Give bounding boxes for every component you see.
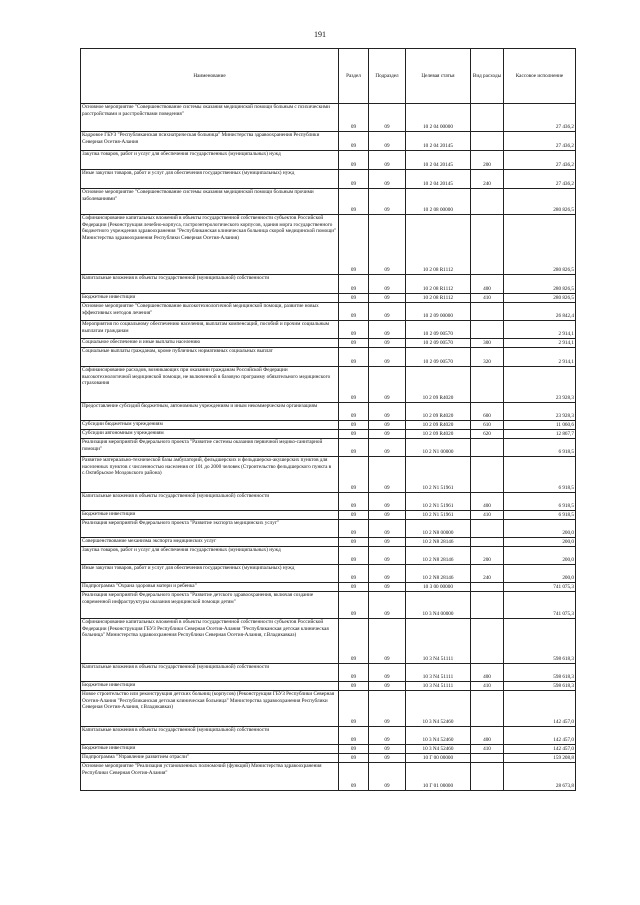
row-target: 10 2 09 R4020: [406, 421, 471, 430]
row-expense: 240: [471, 565, 504, 583]
row-sum: 27 436,2: [504, 170, 576, 189]
row-target: 10 Г 00 00000: [406, 754, 471, 763]
row-subsection: 09: [369, 303, 406, 321]
row-subsection: 09: [369, 565, 406, 583]
row-subsection: 09: [369, 691, 406, 727]
row-expense: [471, 619, 504, 664]
row-target: 10 2 08 R1112: [406, 215, 471, 275]
row-subsection: 09: [369, 763, 406, 791]
row-section: 09: [339, 189, 369, 215]
row-subsection: 09: [369, 592, 406, 619]
row-target: 10 2 09 00570: [406, 339, 471, 348]
table-row: [81, 189, 576, 215]
row-name: Реализация мероприятий Федерального проекта "Развитие экспорта медицинских услуг": [81, 520, 339, 538]
row-section: 09: [339, 691, 369, 727]
row-subsection: 09: [369, 538, 406, 547]
row-expense: [471, 104, 504, 132]
row-subsection: 09: [369, 664, 406, 682]
row-expense: 400: [471, 275, 504, 294]
row-expense: 400: [471, 493, 504, 511]
header-name: Наименование: [81, 49, 339, 104]
table-row: [81, 493, 576, 511]
row-subsection: 09: [369, 189, 406, 215]
row-name: Реализация мероприятий Федерального проекта "Развитие детского здравоохранения, включая создание современной инфраструктуры оказания медицинской помощи детям": [81, 592, 339, 619]
row-name: Основное мероприятие "Совершенствование системы оказания медицинской помощи больным с психическими расстройствами и расстройствами поведения": [81, 104, 339, 132]
row-name: Основное мероприятие "Реализация установленных полномочий (функций) Министерства здравоохранения Республики Северная Осетия-Алания": [81, 763, 339, 791]
row-sum: 598 618,3: [504, 664, 576, 682]
row-sum: 200,0: [504, 538, 576, 547]
row-subsection: 09: [369, 170, 406, 189]
row-expense: [471, 592, 504, 619]
table-row: [81, 430, 576, 439]
row-subsection: 09: [369, 547, 406, 565]
row-target: 10 3 N4 52460: [406, 745, 471, 754]
row-target: 10 3 N4 52460: [406, 727, 471, 745]
row-target: 10 3 N4 52460: [406, 691, 471, 727]
row-sum: 200,0: [504, 547, 576, 565]
row-name: Иные закупки товаров, работ и услуг для обеспечения государственных (муниципальных) нужд: [81, 170, 339, 189]
row-section: 09: [339, 439, 369, 457]
row-sum: 598 618,3: [504, 682, 576, 691]
table-row: [81, 565, 576, 583]
row-name: Бюджетные инвестиции: [81, 745, 339, 754]
row-section: 09: [339, 565, 369, 583]
row-name: Субсидии автономным учреждениям: [81, 430, 339, 439]
row-sum: 280 826,5: [504, 215, 576, 275]
row-subsection: 09: [369, 493, 406, 511]
row-sum: 2 914,1: [504, 321, 576, 339]
row-name: Развитие материально-технической базы амбулаторий, фельдшерских и фельдшерско-акушерских пунктов для населенных пунктов с численностью населения от 101 до 2000 человек (Строительство фельдшерского пункта в с.Октябрьское Моздокского района): [81, 457, 339, 493]
row-section: 09: [339, 303, 369, 321]
row-subsection: 09: [369, 104, 406, 132]
row-name: Социальное обеспечение и иные выплаты населению: [81, 339, 339, 348]
row-target: 10 2 09 R4020: [406, 403, 471, 421]
table-row: [81, 682, 576, 691]
row-sum: 142 457,0: [504, 745, 576, 754]
row-name: Капитальные вложения в объекты государственной (муниципальной) собственности: [81, 493, 339, 511]
row-name: Капитальные вложения в объекты государственной (муниципальной) собственности: [81, 664, 339, 682]
row-name: Софинансирование капитальных вложений в объекты государственной собственности субъектов Российской Федерации (Реконструкция ГБУЗ Республики Северная Осетия-Алания "Республиканская детская клиническая больница" Министерства здравоохранения Республики Северная Осетия-Алания, г.Владикавказ): [81, 619, 339, 664]
row-expense: [471, 303, 504, 321]
row-target: 10 2 N1 51961: [406, 457, 471, 493]
row-section: 09: [339, 132, 369, 151]
page-number: 191: [314, 30, 326, 39]
table-row: [81, 457, 576, 493]
row-expense: [471, 538, 504, 547]
row-target: 10 2 08 R1112: [406, 294, 471, 303]
row-section: 09: [339, 367, 369, 403]
row-expense: 320: [471, 348, 504, 367]
table-row: [81, 104, 576, 132]
row-sum: 28 673,8: [504, 763, 576, 791]
row-sum: 12 867,7: [504, 430, 576, 439]
row-subsection: 09: [369, 151, 406, 170]
row-target: 10 2 09 R4020: [406, 430, 471, 439]
row-expense: [471, 215, 504, 275]
row-sum: 200,0: [504, 520, 576, 538]
row-name: Капитальные вложения в объекты государственной (муниципальной) собственности: [81, 275, 339, 294]
row-sum: 26 842,4: [504, 303, 576, 321]
row-target: 10 2 N1 51961: [406, 493, 471, 511]
row-name: Бюджетные инвестиции: [81, 294, 339, 303]
row-target: 10 2 09 00000: [406, 303, 471, 321]
budget-execution-table: [80, 48, 576, 791]
table-row: [81, 367, 576, 403]
row-subsection: 09: [369, 403, 406, 421]
table-row: [81, 763, 576, 791]
row-name: Софинансирование расходов, возникающих при оказании гражданам Российской Федерации высокотехнологичной медицинской помощи, не включенной в базовую программу обязательного медицинского страхования: [81, 367, 339, 403]
row-target: 10 2 04 20145: [406, 151, 471, 170]
row-sum: 142 457,0: [504, 691, 576, 727]
row-name: Бюджетные инвестиции: [81, 682, 339, 691]
row-target: 10 3 N4 51111: [406, 682, 471, 691]
header-expense: Вид расходы: [471, 49, 504, 104]
row-name: Основное мероприятие "Совершенствование высокотехнологичной медицинской помощи, развитие новых эффективных методов лечения": [81, 303, 339, 321]
row-sum: 6 918,5: [504, 493, 576, 511]
row-subsection: 09: [369, 583, 406, 592]
table-row: [81, 294, 576, 303]
row-section: 09: [339, 421, 369, 430]
table-row: [81, 727, 576, 745]
table-row: [81, 132, 576, 151]
row-expense: 410: [471, 682, 504, 691]
row-section: 09: [339, 170, 369, 189]
row-target: 10 3 N4 51111: [406, 664, 471, 682]
row-name: Совершенствование механизма экспорта медицинских услуг: [81, 538, 339, 547]
row-section: 09: [339, 151, 369, 170]
row-section: 09: [339, 321, 369, 339]
table-row: [81, 691, 576, 727]
row-name: Закупка товаров, работ и услуг для обеспечения государственных (муниципальных) нужд: [81, 151, 339, 170]
row-section: 09: [339, 511, 369, 520]
row-target: 10 3 N4 00000: [406, 592, 471, 619]
table-row: [81, 151, 576, 170]
table-row: [81, 745, 576, 754]
row-expense: 200: [471, 547, 504, 565]
row-section: 09: [339, 215, 369, 275]
table-row: [81, 664, 576, 682]
row-target: 10 2 09 R4020: [406, 367, 471, 403]
row-sum: 6 918,5: [504, 511, 576, 520]
row-sum: 27 436,2: [504, 151, 576, 170]
row-subsection: 09: [369, 745, 406, 754]
row-section: 09: [339, 664, 369, 682]
row-sum: 280 826,5: [504, 275, 576, 294]
table-row: [81, 339, 576, 348]
row-name: Софинансирование капитальных вложений в объекты государственной собственности субъектов Российской Федерации (Реконструкция лечебно-корпуса, гастроэнтерологического корпусов, здания морга государственного бюджетного учреждения здравоохранения "Республиканская клиническая больница скорой медицинской помощи" Министерства здравоохранения Республики Северная Осетия-Алания): [81, 215, 339, 275]
row-sum: 200,0: [504, 565, 576, 583]
row-sum: 598 618,3: [504, 619, 576, 664]
row-section: 09: [339, 619, 369, 664]
row-subsection: 09: [369, 727, 406, 745]
row-sum: 23 928,3: [504, 403, 576, 421]
row-target: 10 2 09 00570: [406, 348, 471, 367]
row-sum: 159 208,8: [504, 754, 576, 763]
row-section: 09: [339, 592, 369, 619]
row-target: 10 3 N4 51111: [406, 619, 471, 664]
row-name: Мероприятия по социальному обеспечению населения, выплатам компенсаций, пособий и прочим социальным выплатам гражданам: [81, 321, 339, 339]
row-expense: [471, 583, 504, 592]
row-expense: [471, 189, 504, 215]
row-sum: 6 918,5: [504, 439, 576, 457]
row-expense: 400: [471, 727, 504, 745]
row-sum: 741 075,3: [504, 592, 576, 619]
table-row: [81, 592, 576, 619]
row-expense: [471, 763, 504, 791]
row-target: 10 2 N8 28146: [406, 547, 471, 565]
row-name: Основное мероприятие "Совершенствование системы оказания медицинской помощи больным прочими заболеваниями": [81, 189, 339, 215]
row-target: 10 2 08 00000: [406, 189, 471, 215]
row-sum: 6 918,5: [504, 457, 576, 493]
row-target: 10 2 N8 28146: [406, 565, 471, 583]
row-name: Субсидии бюджетным учреждениям: [81, 421, 339, 430]
row-section: 09: [339, 547, 369, 565]
row-target: 10 2 09 00570: [406, 321, 471, 339]
row-expense: [471, 132, 504, 151]
row-target: 10 2 N1 51961: [406, 511, 471, 520]
row-section: 09: [339, 348, 369, 367]
row-sum: 142 457,0: [504, 727, 576, 745]
row-name: Подпрограмма "Охрана здоровья матери и ребенка": [81, 583, 339, 592]
row-expense: 300: [471, 339, 504, 348]
table-row: [81, 403, 576, 421]
row-section: 09: [339, 583, 369, 592]
row-section: 09: [339, 339, 369, 348]
table-header-row: [81, 49, 576, 104]
row-subsection: 09: [369, 754, 406, 763]
table-row: [81, 303, 576, 321]
row-name: Иные закупки товаров, работ и услуг для обеспечения государственных (муниципальных) нужд: [81, 565, 339, 583]
row-name: Предоставление субсидий бюджетным, автономным учреждениям и иным некоммерческим организациям: [81, 403, 339, 421]
table-row: [81, 275, 576, 294]
row-section: 09: [339, 754, 369, 763]
row-name: Новое строительство или реконструкция детских больниц (корпусов) (Реконструкция ГБУЗ Республики Северная Осетия-Алания "Республиканская детская клиническая больница" Министерства здравоохранения Республики Северная Осетия-Алания, г.Владикавказ): [81, 691, 339, 727]
table-row: [81, 619, 576, 664]
table-row: [81, 421, 576, 430]
header-sum: Кассовое исполнение: [504, 49, 576, 104]
row-section: 09: [339, 430, 369, 439]
row-section: 09: [339, 682, 369, 691]
row-section: 09: [339, 763, 369, 791]
row-section: 09: [339, 104, 369, 132]
row-expense: 610: [471, 421, 504, 430]
row-sum: 27 436,2: [504, 104, 576, 132]
row-section: 09: [339, 275, 369, 294]
row-sum: 2 914,1: [504, 348, 576, 367]
table-row: [81, 538, 576, 547]
header-target: Целевая статья: [406, 49, 471, 104]
row-subsection: 09: [369, 275, 406, 294]
row-subsection: 09: [369, 520, 406, 538]
row-target: 10 2 08 R1112: [406, 275, 471, 294]
row-subsection: 09: [369, 682, 406, 691]
row-section: 09: [339, 294, 369, 303]
row-section: 09: [339, 493, 369, 511]
row-target: 10 2 04 20145: [406, 170, 471, 189]
row-name: Кадровое ГБУЗ "Республиканская психиатрическая больница" Министерства здравоохранения Республики Северная Осетия-Алания: [81, 132, 339, 151]
table-row: [81, 170, 576, 189]
row-subsection: 09: [369, 430, 406, 439]
row-expense: [471, 457, 504, 493]
row-subsection: 09: [369, 215, 406, 275]
row-subsection: 09: [369, 421, 406, 430]
table-body: [81, 104, 576, 791]
row-name: Реализация мероприятий Федерального проекта "Развитие системы оказания первичной медико-санитарной помощи": [81, 439, 339, 457]
row-target: 10 2 04 00000: [406, 104, 471, 132]
table-row: [81, 583, 576, 592]
row-section: 09: [339, 403, 369, 421]
row-expense: 620: [471, 430, 504, 439]
row-expense: 400: [471, 664, 504, 682]
row-expense: 410: [471, 294, 504, 303]
row-target: 10 2 N1 00000: [406, 439, 471, 457]
row-section: 09: [339, 538, 369, 547]
row-expense: 410: [471, 511, 504, 520]
row-subsection: 09: [369, 457, 406, 493]
table-row: [81, 348, 576, 367]
table-row: [81, 754, 576, 763]
row-subsection: 09: [369, 294, 406, 303]
row-sum: 741 075,3: [504, 583, 576, 592]
table-row: [81, 321, 576, 339]
row-section: 09: [339, 745, 369, 754]
row-section: 09: [339, 520, 369, 538]
row-subsection: 09: [369, 348, 406, 367]
row-sum: 2 914,1: [504, 339, 576, 348]
row-subsection: 09: [369, 439, 406, 457]
row-name: Социальные выплаты гражданам, кроме публичных нормативных социальных выплат: [81, 348, 339, 367]
row-target: 10 Г 01 00000: [406, 763, 471, 791]
row-subsection: 09: [369, 367, 406, 403]
row-name: Закупка товаров, работ и услуг для обеспечения государственных (муниципальных) нужд: [81, 547, 339, 565]
row-sum: 23 928,3: [504, 367, 576, 403]
row-sum: 280 826,5: [504, 189, 576, 215]
row-expense: [471, 321, 504, 339]
row-subsection: 09: [369, 339, 406, 348]
row-expense: 600: [471, 403, 504, 421]
row-subsection: 09: [369, 132, 406, 151]
table-row: [81, 215, 576, 275]
row-target: 10 3 00 00000: [406, 583, 471, 592]
row-sum: 11 060,6: [504, 421, 576, 430]
row-expense: 240: [471, 170, 504, 189]
row-subsection: 09: [369, 321, 406, 339]
row-expense: 200: [471, 151, 504, 170]
header-subsection: Подраздел: [369, 49, 406, 104]
table-row: [81, 439, 576, 457]
row-expense: [471, 439, 504, 457]
row-section: 09: [339, 457, 369, 493]
table-row: [81, 520, 576, 538]
row-name: Подпрограмма "Управление развитием отрасли": [81, 754, 339, 763]
row-expense: [471, 520, 504, 538]
row-subsection: 09: [369, 619, 406, 664]
row-section: 09: [339, 727, 369, 745]
row-name: Капитальные вложения в объекты государственной (муниципальной) собственности: [81, 727, 339, 745]
row-subsection: 09: [369, 511, 406, 520]
row-target: 10 2 04 20145: [406, 132, 471, 151]
row-target: 10 2 N8 00000: [406, 520, 471, 538]
table-row: [81, 547, 576, 565]
row-sum: 27 436,2: [504, 132, 576, 151]
header-section: Раздел: [339, 49, 369, 104]
row-sum: 280 826,5: [504, 294, 576, 303]
row-name: Бюджетные инвестиции: [81, 511, 339, 520]
row-target: 10 2 N8 28146: [406, 538, 471, 547]
table-row: [81, 511, 576, 520]
row-expense: 410: [471, 745, 504, 754]
row-expense: [471, 754, 504, 763]
row-expense: [471, 367, 504, 403]
row-expense: [471, 691, 504, 727]
